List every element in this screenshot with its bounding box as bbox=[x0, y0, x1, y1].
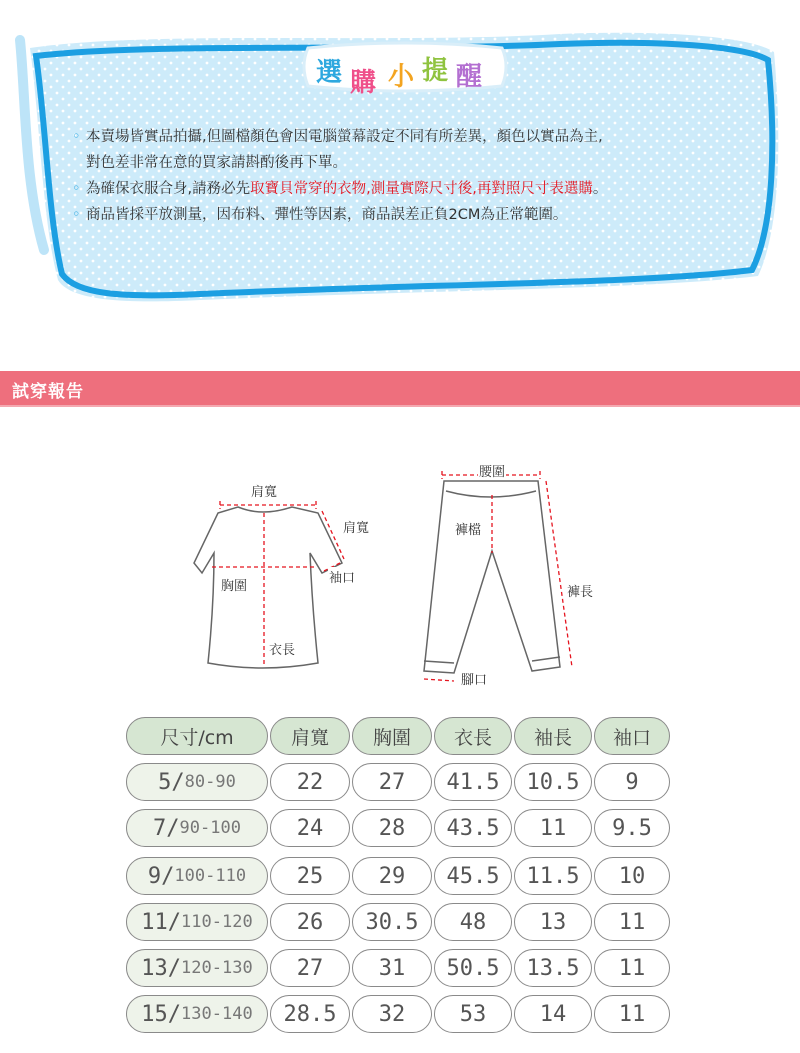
size-label-cell bbox=[126, 903, 268, 941]
table-value-cell: 11.5 bbox=[514, 857, 592, 895]
highlighted-text: 再對照尺寸表選購 bbox=[476, 181, 593, 197]
size-height-range: 130-140 bbox=[181, 1004, 253, 1024]
size-label-cell bbox=[126, 857, 268, 895]
table-value-cell: 25 bbox=[270, 857, 350, 895]
label-cuff: 袖口 bbox=[328, 567, 356, 586]
size-number: 5/ bbox=[158, 769, 185, 795]
size-label-cell bbox=[126, 949, 268, 987]
measurement-diagram bbox=[0, 455, 800, 695]
notice-bullet-list bbox=[72, 124, 762, 228]
size-height-range: 90-100 bbox=[179, 818, 241, 838]
table-value-cell: 28 bbox=[352, 809, 432, 847]
table-value-cell: 13 bbox=[514, 903, 592, 941]
size-label-cell bbox=[126, 763, 268, 801]
notice-bullet bbox=[72, 150, 762, 176]
size-number: 15/ bbox=[141, 1001, 182, 1027]
label-pants-length: 褲長 bbox=[566, 581, 594, 600]
bullet-dot-icon: ◦ bbox=[72, 207, 81, 223]
highlighted-text: 取寶貝常穿的衣物,測量實際尺寸後, bbox=[250, 181, 477, 197]
table-value-cell: 31 bbox=[352, 949, 432, 987]
table-value-cell: 24 bbox=[270, 809, 350, 847]
size-number: 9/ bbox=[147, 863, 175, 889]
table-header-cell: 胸圍 bbox=[352, 717, 432, 755]
notice-panel bbox=[0, 0, 800, 320]
table-value-cell: 32 bbox=[352, 995, 432, 1033]
bullet-dot-icon: ◦ bbox=[72, 129, 81, 145]
label-waist: 腰圍 bbox=[478, 461, 506, 480]
text-segment: 為確保衣服合身,請務必先 bbox=[86, 181, 251, 197]
label-hem: 腳口 bbox=[460, 669, 488, 688]
notice-bullet bbox=[72, 124, 762, 150]
notice-bullet bbox=[72, 202, 762, 228]
table-value-cell: 30.5 bbox=[352, 903, 432, 941]
table-value-cell: 10 bbox=[594, 857, 670, 895]
text-segment: 商品皆採平放測量，因布料、彈性等因素，商品誤差正負2CM為正常範圍。 bbox=[86, 207, 568, 223]
table-value-cell: 26 bbox=[270, 903, 350, 941]
size-label-cell bbox=[126, 809, 268, 847]
table-header-cell: 袖長 bbox=[514, 717, 592, 755]
size-height-range: 110-120 bbox=[181, 912, 253, 932]
text-segment: 對色差非常在意的買家請斟酌後再下單。 bbox=[86, 155, 347, 171]
size-label-cell bbox=[126, 995, 268, 1033]
section-title: 試穿報告 bbox=[12, 382, 84, 402]
table-value-cell: 13.5 bbox=[514, 949, 592, 987]
label-chest: 胸圍 bbox=[220, 575, 248, 594]
table-header-cell: 袖口 bbox=[594, 717, 670, 755]
size-height-range: 80-90 bbox=[184, 772, 236, 792]
notice-bullet-text bbox=[86, 124, 603, 150]
notice-title-char: 選 bbox=[316, 58, 343, 88]
table-value-cell: 45.5 bbox=[434, 857, 512, 895]
size-height-range: 120-130 bbox=[181, 958, 253, 978]
table-value-cell: 50.5 bbox=[434, 949, 512, 987]
notice-bullet bbox=[72, 176, 762, 202]
table-value-cell: 43.5 bbox=[434, 809, 512, 847]
table-value-cell: 22 bbox=[270, 763, 350, 801]
size-number: 13/ bbox=[141, 955, 182, 981]
notice-title bbox=[300, 38, 510, 98]
section-banner bbox=[0, 371, 800, 405]
table-value-cell: 41.5 bbox=[434, 763, 512, 801]
text-segment: 。 bbox=[592, 181, 608, 197]
banner-underline bbox=[0, 405, 800, 407]
table-value-cell: 11 bbox=[594, 995, 670, 1033]
table-header-cell: 衣長 bbox=[434, 717, 512, 755]
notice-title-char: 購 bbox=[350, 68, 377, 98]
notice-bullet-text bbox=[86, 202, 567, 228]
table-value-cell: 11 bbox=[594, 903, 670, 941]
label-shoulder-side: 肩寬 bbox=[342, 517, 370, 536]
table-value-cell: 14 bbox=[514, 995, 592, 1033]
text-segment: 本賣場皆實品拍攝,但圖檔顏色會因電腦螢幕設定不同有所差異，顏色以實品為主, bbox=[86, 129, 603, 145]
label-shirt-length: 衣長 bbox=[268, 639, 296, 658]
label-rise: 褲檔 bbox=[454, 519, 482, 538]
table-header-cell: 肩寬 bbox=[270, 717, 350, 755]
garment-illustration bbox=[0, 455, 800, 695]
table-value-cell: 48 bbox=[434, 903, 512, 941]
table-value-cell: 53 bbox=[434, 995, 512, 1033]
notice-title-char: 醒 bbox=[456, 62, 483, 92]
table-value-cell: 27 bbox=[352, 763, 432, 801]
table-value-cell: 9 bbox=[594, 763, 670, 801]
table-value-cell: 27 bbox=[270, 949, 350, 987]
table-value-cell: 11 bbox=[514, 809, 592, 847]
table-value-cell: 28.5 bbox=[270, 995, 350, 1033]
notice-title-char: 提 bbox=[422, 56, 449, 86]
table-value-cell: 11 bbox=[594, 949, 670, 987]
notice-bullet-text bbox=[86, 176, 607, 202]
notice-bullet-text bbox=[86, 150, 347, 176]
notice-title-char: 小 bbox=[388, 62, 415, 92]
label-shoulder-width: 肩寬 bbox=[250, 481, 278, 500]
table-header-cell: 尺寸/cm bbox=[126, 717, 268, 755]
table-value-cell: 9.5 bbox=[594, 809, 670, 847]
bullet-dot-icon: ◦ bbox=[72, 181, 81, 197]
table-value-cell: 29 bbox=[352, 857, 432, 895]
size-number: 11/ bbox=[141, 909, 182, 935]
table-value-cell: 10.5 bbox=[514, 763, 592, 801]
size-number: 7/ bbox=[153, 815, 180, 841]
size-height-range: 100-110 bbox=[174, 866, 247, 886]
